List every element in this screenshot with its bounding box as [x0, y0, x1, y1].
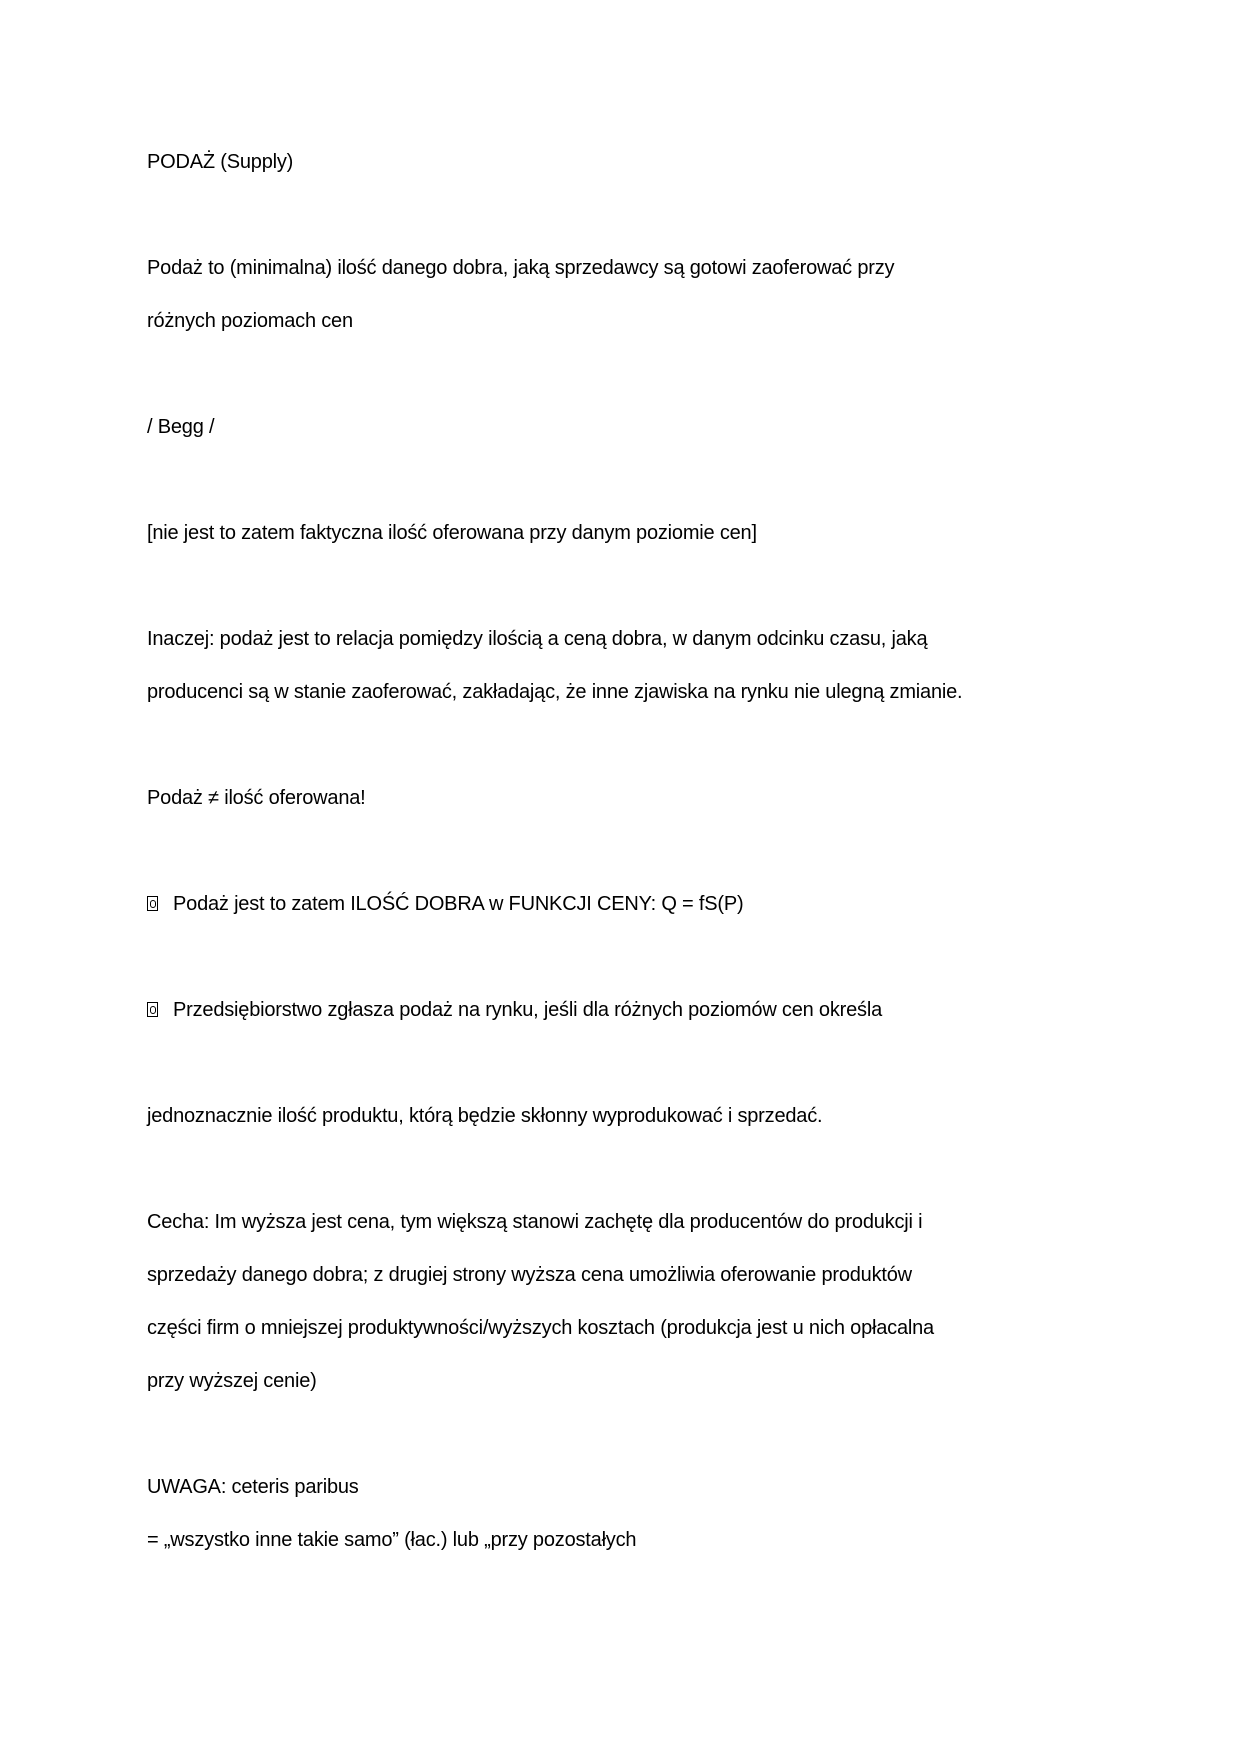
bullet-icon: [147, 1002, 158, 1017]
alt-definition-line-2: producenci są w stanie zaoferować, zakładając, że inne zjawiska na rynku nie ulegną zmianie.: [147, 681, 963, 703]
feature-line-2: sprzedaży danego dobra; z drugiej strony wyższa cena umożliwia oferowanie produktów: [147, 1264, 912, 1286]
warning-text: = „wszystko inne takie samo” (łac.) lub „przy pozostałych: [147, 1529, 637, 1551]
page-title: PODAŻ (Supply): [147, 151, 294, 173]
bullet-text: Podaż jest to zatem ILOŚĆ DOBRA w FUNKCJI CENY: Q = fS(P): [173, 893, 744, 915]
feature-line-4: przy wyższej cenie): [147, 1370, 317, 1392]
definition-line-2: różnych poziomach cen: [147, 310, 353, 332]
bullet-text: Przedsiębiorstwo zgłasza podaż na rynku, jeśli dla różnych poziomów cen określa: [173, 999, 882, 1021]
bullet-item: [147, 891, 743, 917]
definition-line-1: Podaż to (minimalna) ilość danego dobra, jaką sprzedawcy są gotowi zaoferować przy: [147, 257, 895, 279]
feature-line-3: części firm o mniejszej produktywności/wyższych kosztach (produkcja jest u nich opłacalna: [147, 1317, 934, 1339]
bullet-icon: [147, 896, 158, 911]
alt-definition-line-1: Inaczej: podaż jest to relacja pomiędzy ilością a ceną dobra, w danym odcinku czasu, jaką: [147, 628, 928, 650]
inequality-statement: Podaż ≠ ilość oferowana!: [147, 787, 366, 809]
clarification-note: [nie jest to zatem faktyczna ilość oferowana przy danym poziomie cen]: [147, 522, 757, 544]
warning-title: UWAGA: ceteris paribus: [147, 1476, 359, 1498]
bullet-item: [147, 997, 882, 1023]
feature-line-1: Cecha: Im wyższa jest cena, tym większą stanowi zachętę dla producentów do produkcji i: [147, 1211, 923, 1233]
source-citation: / Begg /: [147, 416, 215, 438]
bullet-continuation: jednoznacznie ilość produktu, którą będzie skłonny wyprodukować i sprzedać.: [147, 1105, 823, 1127]
